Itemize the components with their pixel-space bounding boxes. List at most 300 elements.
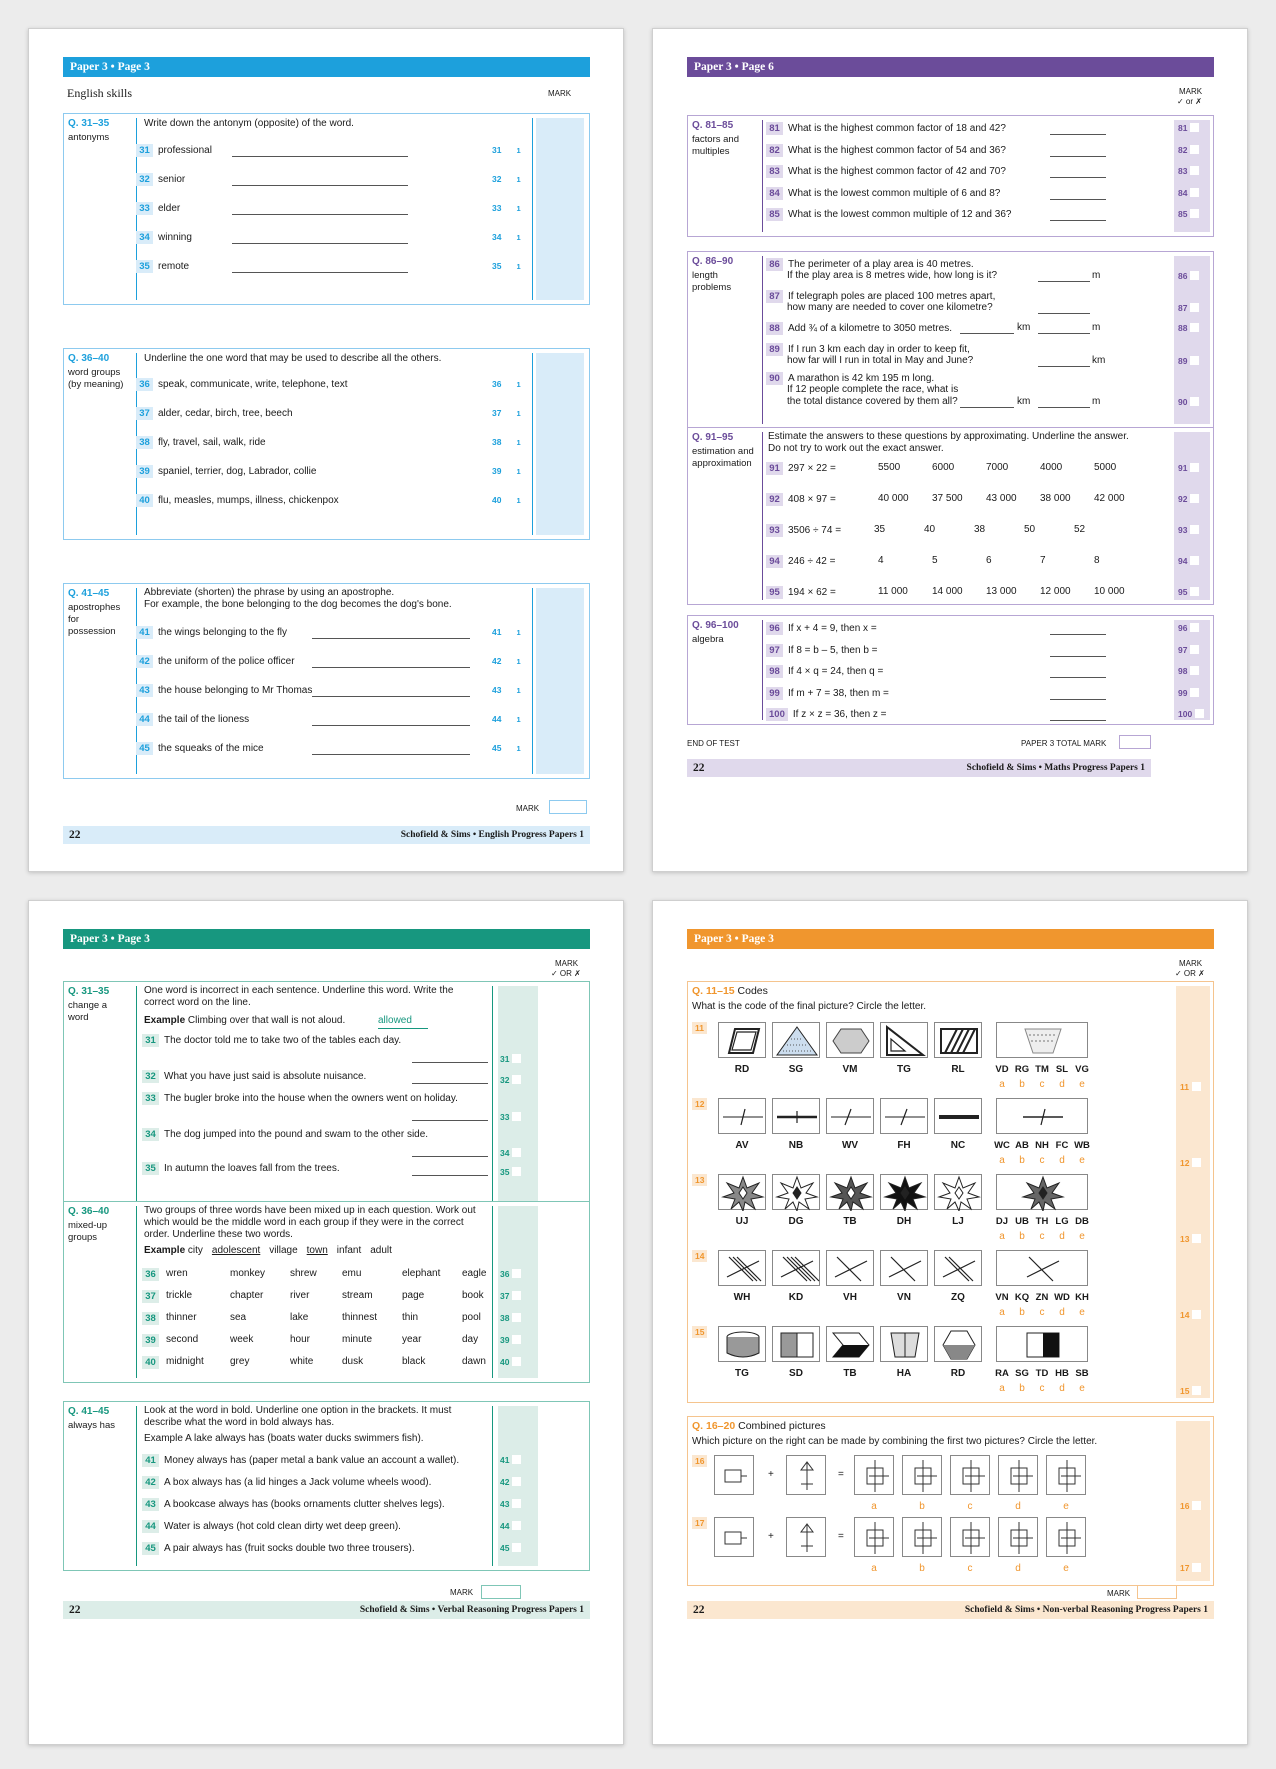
question-number: 42 [136,655,153,668]
answer-line[interactable] [412,1083,488,1084]
mark-value: 1 [516,204,521,213]
mark-box[interactable]: 81 [1178,123,1199,133]
answer-option[interactable]: 5000 [1094,462,1117,473]
combine-option-picture[interactable] [950,1455,990,1495]
code-option[interactable]: KQ [1014,1292,1030,1303]
instructions: Estimate the answers to these questions by approximating. Underline the answer. [768,431,1129,442]
shape-picture [826,1326,874,1362]
mark-box[interactable]: 12 [1180,1158,1201,1168]
question-row [142,1290,164,1303]
code-option[interactable]: VG [1075,1064,1089,1075]
expression: 246 ÷ 42 = [788,556,836,567]
mark-box[interactable]: 31 [500,1054,521,1064]
code-option[interactable]: WB [1074,1140,1090,1151]
mark-box[interactable]: 93 [1178,525,1199,535]
total-mark-box[interactable] [1119,735,1151,749]
option-letter[interactable]: c [1039,1383,1045,1394]
question-range: Q. 36–40 [68,1206,110,1217]
code-option[interactable]: WC [994,1140,1010,1151]
length-section [687,251,1214,429]
word-option[interactable]: thin [402,1312,419,1323]
question-number: 43 [136,684,153,697]
mark-box[interactable]: 37 [500,1291,521,1301]
answer-line[interactable] [412,1120,488,1121]
mark-box[interactable]: 94 [1178,556,1199,566]
mark-box[interactable]: 43 [500,1499,521,1509]
code-option[interactable]: TD [1035,1368,1049,1379]
mark-box[interactable]: 42 [500,1477,521,1487]
answer-option[interactable]: 42 000 [1094,493,1125,504]
question-text: A pair always has (fruit socks double two three trousers). [164,1543,415,1554]
word-option[interactable]: shrew [290,1268,317,1279]
mark-value: 1 [516,715,521,724]
question-number: 36 [136,378,153,391]
mark-box[interactable]: 100 [1178,709,1204,719]
answer-option[interactable]: 6 [986,555,992,566]
mark-box[interactable]: 37 1 [492,408,521,418]
question-number: 35 [142,1162,159,1175]
answer-line[interactable] [960,333,1014,334]
combine-option-picture[interactable] [998,1517,1038,1557]
option-letter[interactable]: b [1019,1383,1025,1394]
shape-code: RL [951,1064,965,1075]
answer-line[interactable] [1038,333,1090,334]
word-option[interactable]: midnight [166,1356,204,1367]
question-row [136,626,287,639]
mark-box[interactable]: 36 1 [492,379,521,389]
mark-box[interactable]: 17 [1180,1563,1201,1573]
option-letter[interactable]: a [871,1501,877,1512]
option-letter[interactable]: a [999,1079,1005,1090]
answer-line[interactable] [1038,281,1090,282]
word-option[interactable]: week [230,1334,254,1345]
question-row [766,208,1011,221]
answer-line[interactable] [1050,699,1106,700]
code-option[interactable]: ZN [1035,1292,1049,1303]
code-option[interactable]: HB [1055,1368,1069,1379]
combine-option-picture[interactable] [902,1517,942,1557]
code-option[interactable]: TH [1035,1216,1049,1227]
question-number: 99 [766,687,783,700]
word-option[interactable]: trickle [166,1290,193,1301]
mark-box[interactable]: 44 [500,1521,521,1531]
question-row [766,144,1006,157]
question-text: the wings belonging to the fly [158,627,287,638]
mark-box[interactable]: 41 [500,1455,521,1465]
option-letter[interactable]: c [1039,1307,1045,1318]
word-option[interactable]: elephant [402,1268,441,1279]
mark-box[interactable]: 41 1 [492,627,521,637]
page-number: 22 [69,1604,81,1616]
question-text-2: If the play area is 8 metres wide, how long is it? [787,270,998,281]
question-number: 88 [766,322,783,335]
code-option[interactable]: RG [1014,1064,1030,1075]
expression: 297 × 22 = [788,463,836,474]
total-mark-box[interactable] [481,1585,521,1599]
answer-option[interactable]: 14 000 [932,586,963,597]
page-header: Paper 3 • Page 6 [687,57,1214,77]
mark-box[interactable]: 44 1 [492,714,521,724]
mark-box[interactable]: 86 [1178,271,1199,281]
mark-box[interactable]: 43 1 [492,685,521,695]
answer-line[interactable] [1050,199,1106,200]
answer-line[interactable] [232,243,408,244]
answer-option[interactable]: 7 [1040,555,1046,566]
code-option[interactable]: VD [995,1064,1009,1075]
option-letter[interactable]: c [967,1501,973,1512]
answer-option[interactable]: 5 [932,555,938,566]
option-letter[interactable]: a [999,1231,1005,1242]
option-letter[interactable]: d [1059,1155,1065,1166]
option-letter[interactable]: a [999,1307,1005,1318]
mark-box[interactable]: 96 [1178,623,1199,633]
question-text: remote [158,261,190,272]
question-number: 35 [136,260,153,273]
word-option[interactable]: sea [230,1312,247,1323]
mark-value: 1 [516,467,521,476]
option-letter[interactable]: c [1039,1155,1045,1166]
code-option[interactable]: SB [1075,1368,1089,1379]
total-mark-label: PAPER 3 TOTAL MARK [1021,739,1107,748]
shape-picture [934,1098,982,1134]
word-option[interactable]: pool [462,1312,481,1323]
mark-box[interactable]: 32 [500,1075,521,1085]
mark-box[interactable]: 38 [500,1313,521,1323]
code-option[interactable]: FC [1055,1140,1069,1151]
option-letter[interactable]: c [967,1563,973,1574]
option-letter[interactable]: b [919,1563,925,1574]
word-option[interactable]: white [290,1356,314,1367]
question-number: 41 [142,1454,159,1467]
mark-box[interactable]: 33 [500,1112,521,1122]
answer-line[interactable] [412,1062,488,1063]
word-option[interactable]: dawn [462,1356,486,1367]
word-option[interactable]: book [462,1290,484,1301]
answer-option[interactable]: 40 000 [878,493,909,504]
shape-code: ZQ [951,1292,965,1303]
combine-option-picture[interactable] [854,1455,894,1495]
code-option[interactable]: KH [1075,1292,1089,1303]
question-number: 32 [142,1070,159,1083]
mark-box[interactable]: 91 [1178,463,1199,473]
mark-box[interactable]: 95 [1178,587,1199,597]
answer-option[interactable]: 7000 [986,462,1009,473]
code-option[interactable]: VN [995,1292,1009,1303]
shape-picture [826,1098,874,1134]
mark-box[interactable]: 35 [500,1167,521,1177]
option-letter[interactable]: c [1039,1079,1045,1090]
option-letter[interactable]: c [1039,1231,1045,1242]
word-option[interactable]: stream [342,1290,373,1301]
answer-line[interactable] [960,407,1014,408]
mark-label: MARK [1107,1589,1131,1598]
option-letter[interactable]: d [1059,1079,1065,1090]
word-option[interactable]: emu [342,1268,362,1279]
mark-box[interactable]: 83 [1178,166,1199,176]
total-mark-box[interactable] [549,800,587,814]
mark-box[interactable]: 39 1 [492,466,521,476]
mark-box[interactable]: 45 [500,1543,521,1553]
mark-box[interactable]: 40 [500,1357,521,1367]
question-topic: word groups (by meaning) [68,367,124,390]
mark-box[interactable]: 99 [1178,688,1199,698]
code-option[interactable]: DJ [995,1216,1009,1227]
answer-line[interactable] [312,696,470,697]
option-letter[interactable]: e [1063,1501,1069,1512]
question-text: A box always has (a lid hinges a Jack volume wheels wood). [164,1477,432,1488]
page-footer [63,826,590,844]
code-option[interactable]: NH [1035,1140,1049,1151]
question-number: 82 [766,144,783,157]
answer-option[interactable]: 5500 [878,462,901,473]
mark-box[interactable]: 85 [1178,209,1199,219]
maths-page [652,28,1248,872]
code-option[interactable]: LG [1055,1216,1069,1227]
combine-option-picture[interactable] [1046,1455,1086,1495]
word-option[interactable]: chapter [230,1290,264,1301]
word-option[interactable]: wren [166,1268,188,1279]
code-option[interactable]: SL [1055,1064,1069,1075]
option-letter[interactable]: e [1079,1231,1085,1242]
option-letter[interactable]: d [1015,1563,1021,1574]
shape-picture [934,1022,982,1058]
word-option[interactable]: dusk [342,1356,364,1367]
answer-option[interactable]: 38 [974,524,986,535]
answer-option[interactable]: 4 [878,555,884,566]
instructions-2: Do not try to work out the exact answer. [768,443,944,454]
word-option[interactable]: page [402,1290,425,1301]
question-number: 39 [142,1334,159,1347]
word-option[interactable]: monkey [230,1268,266,1279]
answer-line[interactable] [312,667,470,668]
option-letter[interactable]: e [1079,1155,1085,1166]
example-word: town [306,1245,328,1256]
answer-line[interactable] [1050,634,1106,635]
mark-box[interactable]: 16 [1180,1501,1201,1511]
question-row [142,1268,164,1281]
mark-box[interactable]: 89 [1178,356,1199,366]
option-letter[interactable]: d [1015,1501,1021,1512]
publisher: Schofield & Sims • Maths Progress Papers 1 [966,763,1145,773]
code-option[interactable]: TM [1035,1064,1049,1075]
mark-box[interactable]: 40 1 [492,495,521,505]
question-range: Q. 41–45 [68,588,110,599]
answer-line[interactable] [232,185,408,186]
shape-code: VM [842,1064,858,1075]
mark-box[interactable]: 15 [1180,1386,1201,1396]
option-letter[interactable]: a [999,1383,1005,1394]
option-letter[interactable]: b [1019,1079,1025,1090]
word-option[interactable]: second [166,1334,199,1345]
question-number: 12 [692,1098,707,1110]
example-word: adolescent [211,1245,261,1256]
word-option[interactable]: day [462,1334,479,1345]
question-text: What is the lowest common multiple of 12 and 36? [788,209,1012,220]
example-word: city [187,1245,203,1256]
answer-option[interactable]: 6000 [932,462,955,473]
shape-code: TB [843,1216,857,1227]
mark-box[interactable]: 11 [1180,1082,1201,1092]
question-text: What is the lowest common multiple of 6 and 8? [788,187,1001,199]
question-number: 83 [766,165,783,178]
answer-line[interactable] [232,214,408,215]
answer-option[interactable]: 52 [1074,524,1086,535]
mark-box[interactable]: 33 1 [492,203,521,213]
question-number: 38 [136,436,153,449]
answer-option[interactable]: 40 [924,524,936,535]
answer-line[interactable] [1038,407,1090,408]
option-letter[interactable]: b [1019,1155,1025,1166]
word-option[interactable]: hour [290,1334,311,1345]
option-letter[interactable]: b [1019,1231,1025,1242]
question-row [136,202,180,215]
mark-box[interactable]: 32 1 [492,174,521,184]
answer-option[interactable]: 43 000 [986,493,1017,504]
option-letter[interactable]: e [1063,1563,1069,1574]
mark-box[interactable]: 36 [500,1269,521,1279]
code-option[interactable]: SG [1015,1368,1029,1379]
option-letter[interactable]: d [1059,1307,1065,1318]
answer-option[interactable]: 10 000 [1094,586,1125,597]
mark-box[interactable]: 90 [1178,397,1199,407]
code-option[interactable]: UB [1015,1216,1029,1227]
mark-box[interactable]: 88 [1178,323,1199,333]
answer-option[interactable]: 50 [1024,524,1036,535]
shape-picture [772,1174,820,1210]
answer-line[interactable] [232,156,408,157]
mark-box[interactable]: 82 [1178,145,1199,155]
unit: m [1092,270,1101,281]
code-option[interactable]: DB [1075,1216,1089,1227]
option-letter[interactable]: d [1059,1231,1065,1242]
word-option[interactable]: thinner [166,1312,197,1323]
mark-box[interactable]: 13 [1180,1234,1201,1244]
combine-option-picture[interactable] [998,1455,1038,1495]
shape-picture [826,1250,874,1286]
answer-option[interactable]: 4000 [1040,462,1063,473]
question-topic: apostrophes for possession [68,602,121,637]
shape-picture [880,1022,928,1058]
option-letter[interactable]: a [871,1563,877,1574]
word-option[interactable]: minute [342,1334,373,1345]
word-option[interactable]: year [402,1334,422,1345]
answer-line[interactable] [1050,220,1106,221]
answer-option[interactable]: 11 000 [878,586,908,597]
mark-box[interactable]: 98 [1178,666,1199,676]
mark-box[interactable]: 87 [1178,303,1199,313]
answer-line[interactable] [232,272,408,273]
instructions-2: describe what the word in bold always has. [144,1417,335,1428]
question-number: 44 [142,1520,159,1533]
page-number: 22 [69,829,81,841]
question-text-3: the total distance covered by them all? [787,396,958,407]
shape-picture [934,1326,982,1362]
mark-box[interactable]: 92 [1178,494,1199,504]
option-letter[interactable]: e [1079,1307,1085,1318]
answer-option[interactable]: 38 000 [1040,493,1071,504]
shape-picture [880,1098,928,1134]
answer-line[interactable] [412,1156,488,1157]
answer-option[interactable]: 37 500 [932,493,963,504]
word-option[interactable]: grey [230,1356,250,1367]
mark-value: 1 [516,262,521,271]
apostrophes-section [63,583,590,779]
question-number: 94 [766,555,783,568]
answer-line[interactable] [312,638,470,639]
word-option[interactable]: black [402,1356,426,1367]
shape-picture [772,1022,820,1058]
question-number: 34 [136,231,153,244]
mark-box[interactable]: 45 1 [492,743,521,753]
code-option[interactable]: WD [1054,1292,1070,1303]
answer-option[interactable]: 35 [874,524,886,535]
mark-box[interactable]: 35 1 [492,261,521,271]
option-letter[interactable]: e [1079,1383,1085,1394]
answer-line[interactable] [1050,177,1106,178]
option-letter[interactable]: b [1019,1307,1025,1318]
mark-box[interactable]: 84 [1178,188,1199,198]
answer-line[interactable] [1038,366,1090,367]
code-option[interactable]: AB [1015,1140,1029,1151]
shape-picture [880,1174,928,1210]
mark-box[interactable]: 42 1 [492,656,521,666]
answer-line[interactable] [1050,677,1106,678]
word-option[interactable]: thinnest [342,1312,378,1323]
word-option[interactable]: lake [290,1312,309,1323]
answer-line[interactable] [1038,313,1090,314]
answer-line[interactable] [1050,134,1106,135]
question-row [766,322,952,335]
option-letter[interactable]: a [999,1155,1005,1166]
option-letter[interactable]: d [1059,1383,1065,1394]
answer-option[interactable]: 8 [1094,555,1100,566]
combine-option-picture[interactable] [902,1455,942,1495]
question-row [136,144,212,157]
mark-box[interactable]: 34 [500,1148,521,1158]
shape-code: TB [843,1368,857,1379]
example-word: village [269,1245,298,1256]
question-text: If z × z = 36, then z = [792,709,887,720]
answer-option[interactable]: 12 000 [1040,586,1071,597]
answer-line[interactable] [1050,156,1106,157]
mark-box[interactable]: 38 1 [492,437,521,447]
answer-line[interactable] [312,754,470,755]
question-row [136,436,266,449]
answer-line[interactable] [312,725,470,726]
answer-line[interactable] [412,1175,488,1176]
combine-option-picture[interactable] [854,1517,894,1557]
mark-box[interactable]: 39 [500,1335,521,1345]
mark-box[interactable]: 31 1 [492,145,521,155]
answer-option[interactable]: 13 000 [986,586,1017,597]
option-letter[interactable]: b [919,1501,925,1512]
total-mark-box[interactable] [1137,1585,1177,1599]
code-option[interactable]: RA [995,1368,1009,1379]
shape-picture [718,1250,766,1286]
question-text: The doctor told me to take two of the tables each day. [164,1035,402,1046]
answer-line[interactable] [1050,720,1106,721]
answer-line[interactable] [1050,656,1106,657]
combine-option-picture[interactable] [950,1517,990,1557]
mark-box[interactable]: 14 [1180,1310,1201,1320]
word-option[interactable]: river [290,1290,310,1301]
mark-box[interactable]: 97 [1178,645,1199,655]
change-word-section [63,981,590,1207]
combine-option-picture[interactable] [1046,1517,1086,1557]
word-option[interactable]: eagle [462,1268,487,1279]
option-letter[interactable]: e [1079,1079,1085,1090]
mark-box[interactable]: 34 1 [492,232,521,242]
